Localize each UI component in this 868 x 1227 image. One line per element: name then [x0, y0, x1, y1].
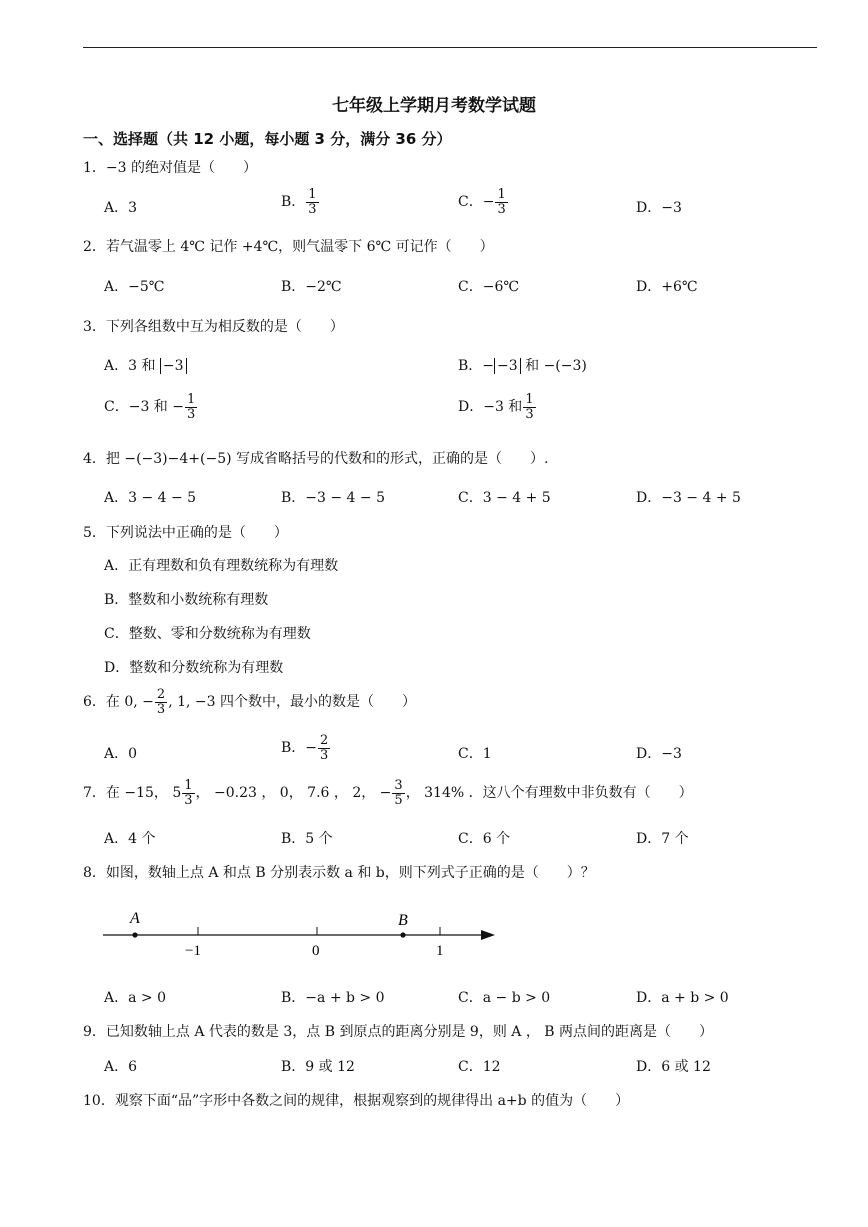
- q5-option-b: B．整数和小数统称有理数: [104, 592, 269, 608]
- option-label: C．−3 和 −: [104, 399, 184, 416]
- question-1-stem: 1．−3 的绝对值是（ ）: [83, 160, 257, 176]
- option-label: B．−: [281, 740, 318, 757]
- q1-option-a: A．3: [104, 200, 138, 216]
- q2-option-c: C．−6℃: [458, 279, 520, 295]
- q5-option-a: A．正有理数和负有理数统称为有理数: [104, 558, 339, 574]
- q5-option-c: C．整数、零和分数统称为有理数: [104, 626, 311, 642]
- stem-text: ， 314% ．这八个有理数中非负数有（ ）: [405, 785, 693, 802]
- numerator: 2: [156, 687, 166, 702]
- q8-option-c: C．a − b > 0: [458, 990, 551, 1006]
- question-5-stem: 5．下列说法中正确的是（ ）: [83, 525, 288, 541]
- section-heading: 一、选择题（共 12 小题，每小题 3 分，满分 36 分）: [83, 130, 452, 148]
- denominator: 3: [186, 406, 196, 422]
- question-4-stem: 4．把 −(−3)−4+(−5) 写成省略括号的代数和的形式，正确的是（ ）.: [83, 451, 549, 467]
- number-line-figure: [95, 905, 505, 965]
- denominator: 3: [308, 201, 317, 217]
- option-tail: 和 −(−3): [525, 358, 587, 374]
- q7-option-b: B．5 个: [281, 831, 333, 847]
- q9-option-d: D．6 或 12: [636, 1059, 711, 1075]
- q6-option-c: C．1: [458, 746, 492, 762]
- fraction: [155, 688, 167, 716]
- q8-option-b: B．−a + b > 0: [281, 990, 385, 1006]
- denominator: 3: [525, 406, 534, 422]
- question-7-stem: [83, 779, 693, 807]
- denominator: 3: [497, 201, 506, 217]
- question-9-stem: 9．已知数轴上点 A 代表的数是 3，点 B 到原点的距离分别是 9，则 A ， B 两点间的距离是（ ）: [83, 1024, 714, 1040]
- point-b-dot: [400, 932, 405, 937]
- question-8-stem: 8．如图，数轴上点 A 和点 B 分别表示数 a 和 b，则下列式子正确的是（ ）？: [83, 865, 595, 881]
- q4-option-b: B．−3 − 4 − 5: [281, 490, 386, 506]
- q3-option-c: [104, 393, 198, 421]
- stem-text: 7．在 −15， 5: [83, 785, 182, 802]
- numerator: 1: [497, 187, 506, 202]
- stem-text: , 1, −3 四个数中，最小的数是（ ）: [168, 694, 416, 711]
- fraction: [523, 393, 535, 421]
- fraction: [392, 779, 404, 807]
- numerator: 1: [184, 778, 193, 793]
- header-rule: [83, 47, 817, 48]
- q2-option-a: A．−5℃: [104, 279, 165, 295]
- question-3-stem: 3．下列各组数中互为相反数的是（ ）: [83, 319, 344, 335]
- q1-option-d: D．−3: [636, 200, 682, 216]
- q5-option-d: D．整数和分数统称为有理数: [104, 660, 284, 676]
- q9-option-b: B．9 或 12: [281, 1059, 355, 1075]
- stem-text: ， −0.23 ， 0， 7.6 ， 2， −: [195, 785, 392, 802]
- tick-label-0: 0: [312, 943, 320, 959]
- option-label: A．3 和: [104, 358, 156, 374]
- q4-option-a: A．3 − 4 − 5: [104, 490, 197, 506]
- q6-option-a: A．0: [104, 746, 138, 762]
- option-label: B．: [281, 194, 306, 211]
- q1-option-b: [281, 188, 320, 216]
- fraction: [306, 188, 318, 216]
- denominator: 5: [394, 792, 403, 808]
- question-6-stem: [83, 688, 416, 716]
- denominator: 3: [156, 701, 166, 717]
- q2-option-d: D．+6℃: [636, 279, 698, 295]
- numerator: 1: [308, 187, 317, 202]
- q7-option-a: A．4 个: [104, 831, 156, 847]
- q9-option-c: C．12: [458, 1059, 501, 1075]
- q1-option-c: [458, 188, 509, 216]
- fraction: [185, 393, 197, 421]
- question-2-stem: 2．若气温零上 4℃ 记作 +4℃，则气温零下 6℃ 可记作（ ）: [83, 239, 494, 255]
- numerator: 3: [394, 778, 403, 793]
- q2-option-b: B．−2℃: [281, 279, 342, 295]
- option-label: C．−: [458, 194, 495, 211]
- q6-option-d: D．−3: [636, 746, 682, 762]
- q9-option-a: A．6: [104, 1059, 138, 1075]
- absolute-value: −3: [160, 358, 187, 374]
- tick-label-1: 1: [436, 943, 444, 959]
- denominator: 3: [184, 792, 193, 808]
- numerator: 1: [525, 392, 534, 407]
- q3-option-b: [458, 359, 587, 373]
- q3-option-d: [458, 393, 537, 421]
- numerator: 1: [186, 392, 196, 407]
- fraction: [318, 734, 330, 762]
- fraction: [495, 188, 507, 216]
- tick-label-neg1: −1: [185, 943, 201, 959]
- mixed-fraction: [182, 779, 194, 807]
- option-label: B．−: [458, 358, 495, 374]
- q8-option-d: D．a + b > 0: [636, 990, 729, 1006]
- q4-option-d: D．−3 − 4 + 5: [636, 490, 741, 506]
- q8-option-a: A．a > 0: [104, 990, 166, 1006]
- q7-option-d: D．7 个: [636, 831, 689, 847]
- denominator: 3: [320, 747, 329, 763]
- point-a-dot: [132, 932, 137, 937]
- point-a-label: A: [130, 910, 140, 927]
- absolute-value: −3: [494, 358, 521, 374]
- question-10-stem: 10．观察下面“品”字形中各数之间的规律，根据观察到的规律得出 a+b 的值为（ ）: [83, 1093, 630, 1109]
- option-label: D．−3 和: [458, 399, 523, 416]
- stem-text: 6．在 0, −: [83, 694, 154, 711]
- axis-arrow: [481, 930, 495, 940]
- page-title: 七年级上学期月考数学试题: [332, 96, 536, 116]
- q4-option-c: C．3 − 4 + 5: [458, 490, 551, 506]
- point-b-label: B: [398, 912, 408, 929]
- q3-option-a: [104, 359, 187, 373]
- q6-option-b: [281, 734, 331, 762]
- q7-option-c: C．6 个: [458, 831, 511, 847]
- numerator: 2: [320, 733, 329, 748]
